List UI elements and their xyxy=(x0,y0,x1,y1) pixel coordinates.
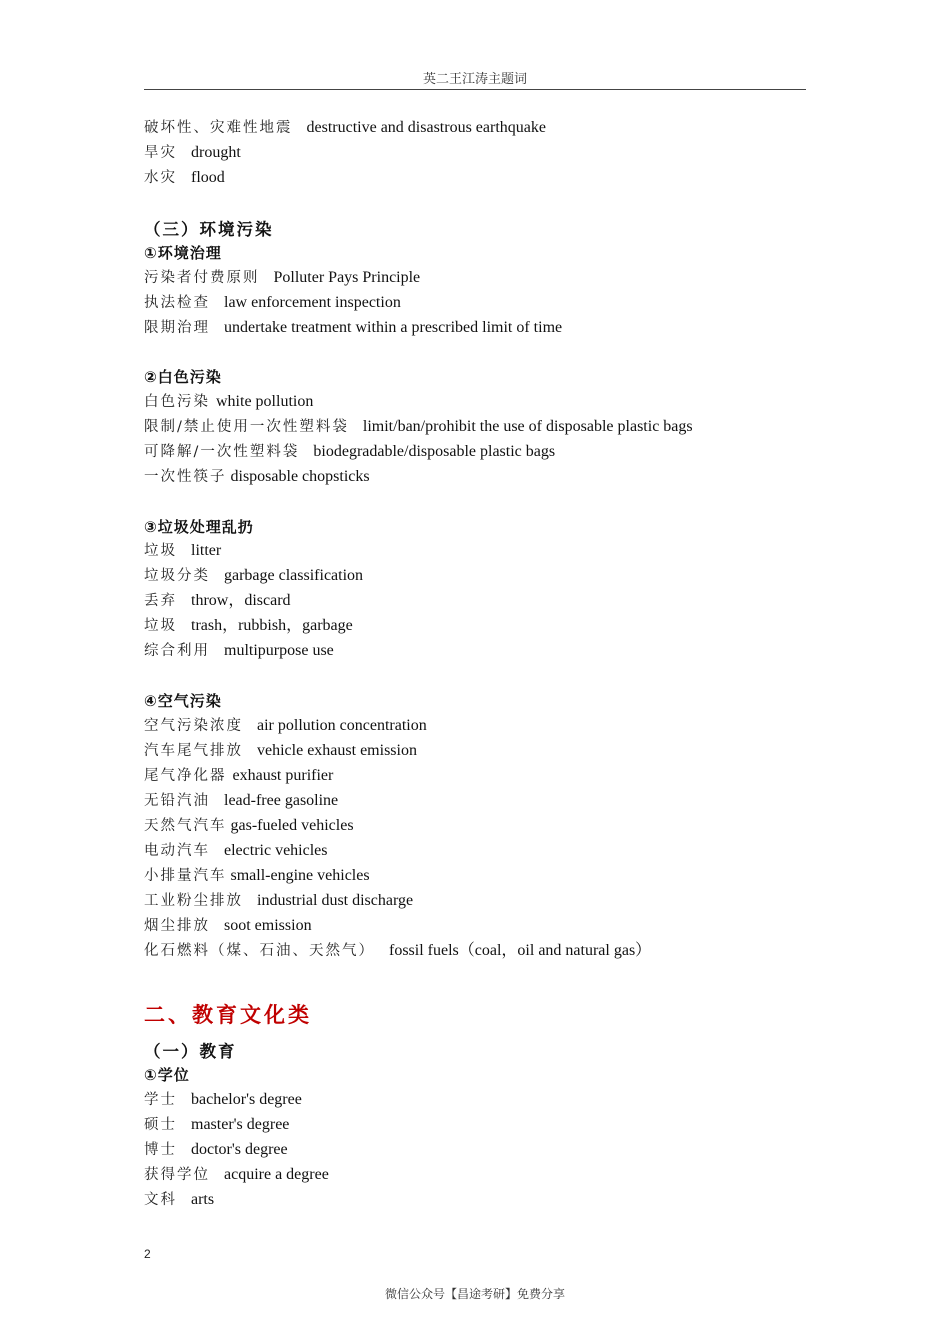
term-english: arts xyxy=(191,1191,215,1208)
term-english: destructive and disastrous earthquake xyxy=(306,119,546,136)
vocab-entry xyxy=(144,940,651,961)
term-english: industrial dust discharge xyxy=(257,892,414,909)
term-chinese: 综合利用 xyxy=(144,643,210,659)
term-english: flood xyxy=(191,169,225,186)
term-chinese: 学士 xyxy=(144,1092,177,1108)
subsection-heading: ②白色污染 xyxy=(144,368,222,386)
vocab-entry xyxy=(144,391,313,412)
vocab-entry xyxy=(144,142,241,163)
vocab-entry xyxy=(144,615,353,636)
vocab-entry xyxy=(144,715,427,736)
term-english: doctor's degree xyxy=(191,1141,288,1158)
term-english: garbage classification xyxy=(224,567,364,584)
term-english: acquire a degree xyxy=(224,1166,329,1183)
vocab-entry xyxy=(144,1189,214,1210)
term-chinese: 工业粉尘排放 xyxy=(144,893,243,909)
term-english: law enforcement inspection xyxy=(224,294,401,311)
vocab-entry xyxy=(144,292,401,313)
term-chinese: 烟尘排放 xyxy=(144,918,210,934)
section-heading-environment: （三）环境污染 xyxy=(144,220,274,239)
vocab-entry xyxy=(144,416,693,437)
term-chinese: 水灾 xyxy=(144,170,177,186)
term-chinese: 空气污染浓度 xyxy=(144,718,243,734)
term-chinese: 化石燃料（煤、石油、天然气） xyxy=(144,943,375,959)
term-english: master's degree xyxy=(191,1116,290,1133)
term-chinese: 尾气净化器 xyxy=(144,768,227,784)
header-divider xyxy=(144,89,806,90)
vocab-entry xyxy=(144,815,354,836)
term-chinese: 垃圾分类 xyxy=(144,568,210,584)
vocab-entry xyxy=(144,441,555,462)
term-chinese: 硕士 xyxy=(144,1117,177,1133)
vocab-entry xyxy=(144,317,562,338)
vocab-entry xyxy=(144,890,413,911)
vocab-entry xyxy=(144,1139,288,1160)
term-chinese: 污染者付费原则 xyxy=(144,270,260,286)
term-chinese: 破坏性、灾难性地震 xyxy=(144,120,293,136)
vocab-entry xyxy=(144,1164,329,1185)
vocab-entry xyxy=(144,765,333,786)
term-english: electric vehicles xyxy=(224,842,328,859)
vocab-entry xyxy=(144,590,291,611)
term-chinese: 电动汽车 xyxy=(144,843,210,859)
vocab-entry xyxy=(144,466,370,487)
term-english: bachelor's degree xyxy=(191,1091,302,1108)
term-english: throw，discard xyxy=(191,592,291,609)
vocab-entry xyxy=(144,865,370,886)
vocab-entry xyxy=(144,915,312,936)
subsection-heading: ④空气污染 xyxy=(144,692,222,710)
term-english: small-engine vehicles xyxy=(230,867,370,884)
vocab-entry xyxy=(144,740,417,761)
term-chinese: 获得学位 xyxy=(144,1167,210,1183)
page-header: 英二王江涛主题词 xyxy=(422,72,527,87)
term-chinese: 垃圾 xyxy=(144,543,177,559)
vocab-entry xyxy=(144,167,225,188)
term-english: fossil fuels（coal，oil and natural gas） xyxy=(389,942,652,959)
term-english: biodegradable/disposable plastic bags xyxy=(313,443,556,460)
term-english: gas-fueled vehicles xyxy=(230,817,354,834)
vocab-entry xyxy=(144,790,338,811)
term-english: undertake treatment within a prescribed limit of time xyxy=(224,319,563,336)
term-chinese: 天然气汽车 xyxy=(144,818,227,834)
vocab-entry xyxy=(144,1114,289,1135)
term-english: litter xyxy=(191,542,222,559)
term-english: trash，rubbish，garbage xyxy=(191,617,353,634)
term-english: air pollution concentration xyxy=(257,717,427,734)
term-chinese: 执法检查 xyxy=(144,295,210,311)
vocab-entry xyxy=(144,267,420,288)
subsection-heading: ①学位 xyxy=(144,1066,190,1084)
term-english: Polluter Pays Principle xyxy=(273,269,421,286)
term-chinese: 博士 xyxy=(144,1142,177,1158)
term-chinese: 限制/禁止使用一次性塑料袋 xyxy=(144,419,349,435)
subsection-heading: ①环境治理 xyxy=(144,244,222,262)
page-footer: 微信公众号【昌途考研】免费分享 xyxy=(384,1287,565,1301)
term-chinese: 限期治理 xyxy=(144,320,210,336)
term-english: drought xyxy=(191,144,241,161)
term-chinese: 垃圾 xyxy=(144,618,177,634)
page-number: 2 xyxy=(144,1247,151,1261)
major-heading-education-culture: 二、教育文化类 xyxy=(144,1003,312,1027)
term-chinese: 小排量汽车 xyxy=(144,868,227,884)
term-chinese: 一次性筷子 xyxy=(144,469,227,485)
term-english: limit/ban/prohibit the use of disposable plastic bags xyxy=(362,418,693,435)
term-english: soot emission xyxy=(224,917,312,934)
vocab-entry xyxy=(144,540,221,561)
term-english: white pollution xyxy=(216,393,314,410)
vocab-entry xyxy=(144,640,334,661)
term-english: exhaust purifier xyxy=(232,767,334,784)
term-chinese: 无铅汽油 xyxy=(144,793,210,809)
section-heading-education: （一）教育 xyxy=(144,1042,237,1061)
term-english: disposable chopsticks xyxy=(230,468,370,485)
term-chinese: 可降解/一次性塑料袋 xyxy=(144,444,300,460)
term-chinese: 文科 xyxy=(144,1192,177,1208)
term-english: multipurpose use xyxy=(224,642,334,659)
vocab-entry xyxy=(144,840,328,861)
vocab-entry xyxy=(144,1089,302,1110)
term-chinese: 旱灾 xyxy=(144,145,177,161)
term-english: vehicle exhaust emission xyxy=(257,742,417,759)
subsection-heading: ③垃圾处理乱扔 xyxy=(144,518,254,536)
term-chinese: 汽车尾气排放 xyxy=(144,743,243,759)
term-chinese: 丢弃 xyxy=(144,593,177,609)
vocab-entry xyxy=(144,565,363,586)
vocab-entry xyxy=(144,117,546,138)
term-chinese: 白色污染 xyxy=(144,394,210,410)
term-english: lead-free gasoline xyxy=(224,792,339,809)
